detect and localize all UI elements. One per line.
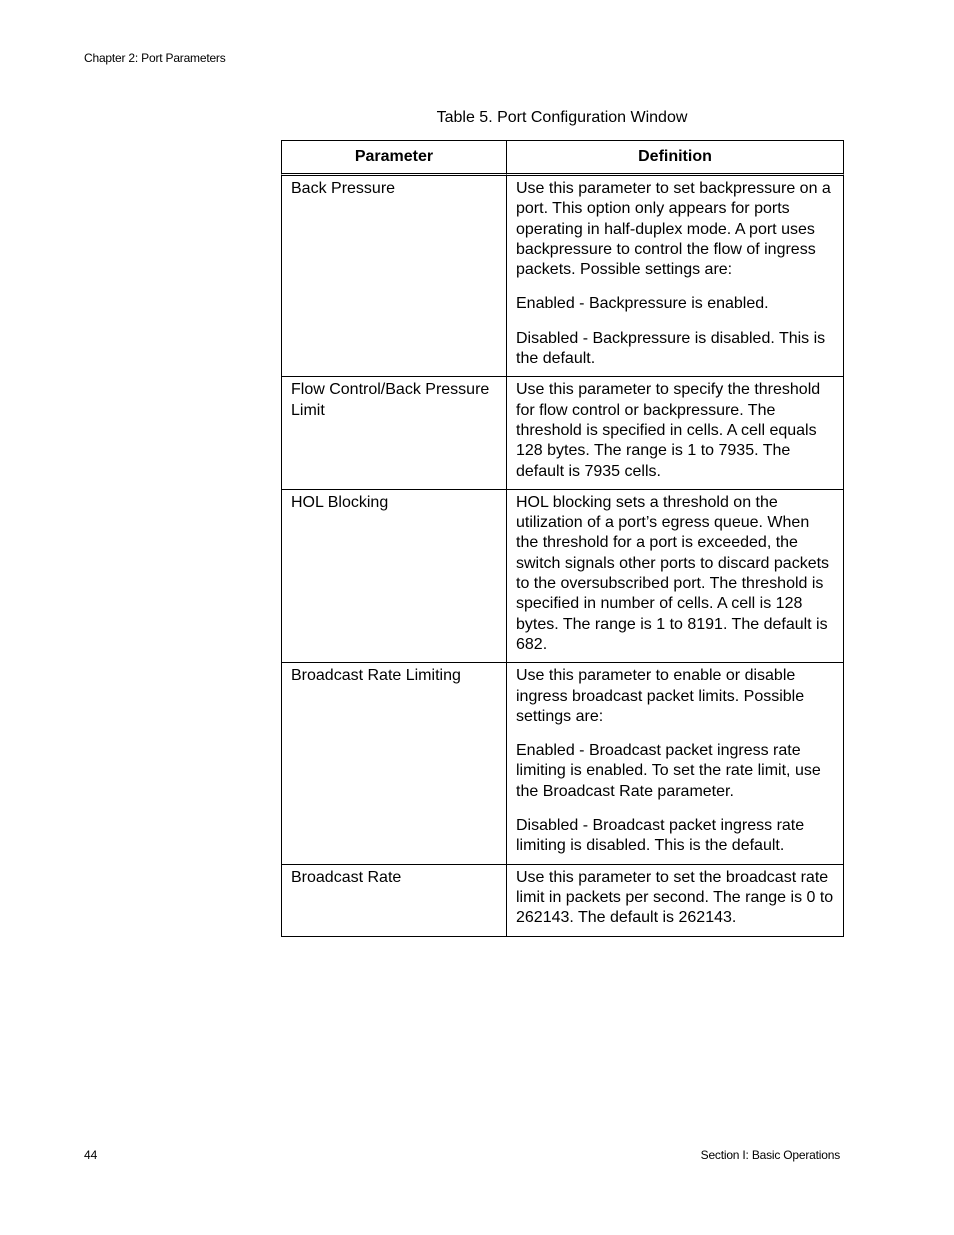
parameter-cell: HOL Blocking (281, 490, 507, 663)
table-row (281, 663, 844, 864)
definition-cell (507, 377, 844, 489)
definition-cell (507, 490, 844, 663)
page-number: 44 (84, 1148, 98, 1162)
table-caption: Table 5. Port Configuration Window (436, 109, 688, 126)
table-row (281, 865, 844, 937)
parameter-cell: Flow Control/Back Pressure Limit (281, 377, 507, 489)
definition-paragraph: Use this parameter to specify the threshold for flow control or backpressure. The threshold is specified in cells. A cell equals 128 bytes. The range is 1 to 7935. The default is 7935 cells. (516, 381, 821, 480)
port-configuration-table (281, 140, 844, 937)
column-header-definition: Definition (507, 140, 844, 176)
definition-cell (507, 865, 844, 937)
definition-paragraph: Enabled - Broadcast packet ingress rate limiting is enabled. To set the rate limit, use the Broadcast Rate parameter. (516, 742, 821, 800)
column-header-parameter: Parameter (281, 140, 507, 176)
definition-paragraph: Use this parameter to set the broadcast rate limit in packets per second. The range is 0 to 262143. The default is 262143. (516, 868, 834, 927)
table-row (281, 176, 844, 377)
definition-paragraph: Use this parameter to set backpressure on a port. This option only appears for ports operating in half-duplex mode. A port uses backpressure to control the flow of ingress packets. Possible settings are: (516, 180, 831, 279)
chapter-header: Chapter 2: Port Parameters (84, 51, 226, 65)
table-row (281, 490, 844, 663)
definition-paragraph: Enabled - Backpressure is enabled. (516, 295, 769, 313)
definition-paragraph: Use this parameter to enable or disable ingress broadcast packet limits. Possible settings are: (516, 667, 805, 725)
parameter-cell: Back Pressure (281, 176, 507, 377)
definition-cell (507, 176, 844, 377)
definition-paragraph: Disabled - Backpressure is disabled. This is the default. (516, 329, 826, 368)
parameter-cell: Broadcast Rate (281, 865, 507, 937)
definition-paragraph: HOL blocking sets a threshold on the utilization of a port’s egress queue. When the threshold for a port is exceeded, the switch signals other ports to discard packets to the oversubscribed port. The threshold is specified in number of cells. A cell is 128 bytes. The range is 1 to 8191. The default is 682. (516, 493, 830, 653)
parameter-cell: Broadcast Rate Limiting (281, 663, 507, 864)
table-header-row (281, 140, 844, 176)
definition-paragraph: Disabled - Broadcast packet ingress rate limiting is disabled. This is the default. (516, 817, 805, 855)
definition-cell (507, 663, 844, 864)
table-row (281, 377, 844, 489)
section-footer: Section I: Basic Operations (700, 1148, 840, 1162)
